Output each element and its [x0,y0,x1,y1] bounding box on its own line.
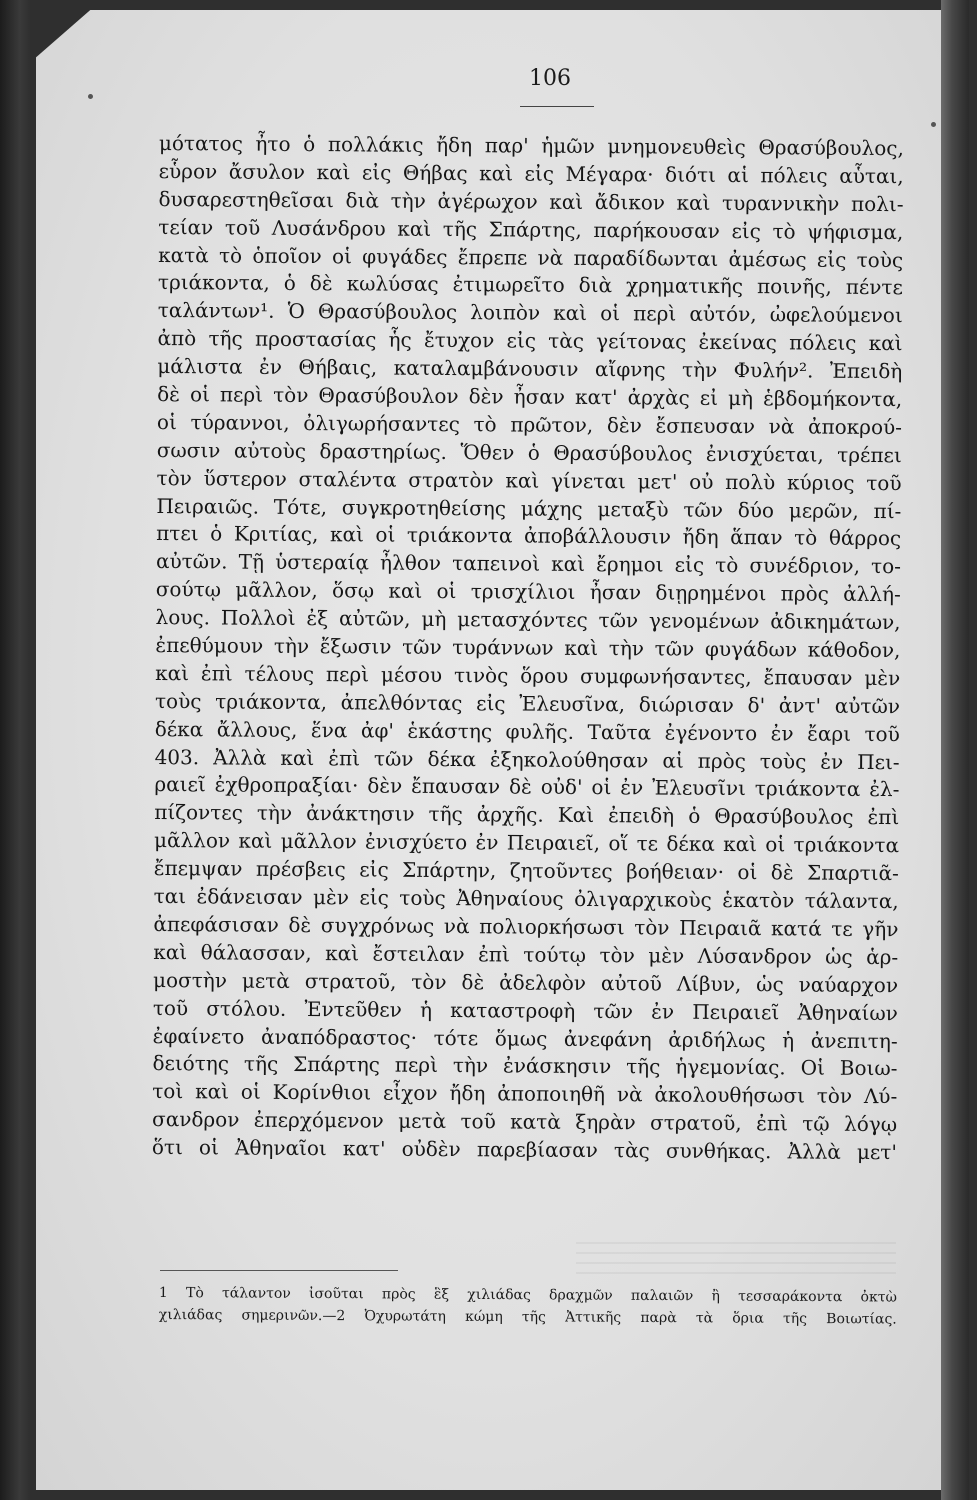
text-line: δειότης τῆς Σπάρτης περὶ τὴν ἐνάσκησιν τῆς ἡγεμονίας. Οἱ Βοιω- [152,1051,898,1081]
body-text [152,130,904,1167]
text-line: ραιεῖ ἐχθροπραξίαι· δὲν ἔπαυσαν δὲ οὐδ' οἱ ἐν Ἐλευσῖνι τριάκοντα ἐλ- [154,772,900,802]
page-number: 106 [529,66,571,91]
text-line: δέκα ἄλλους, ἕνα ἀφ' ἑκάστης φυλῆς. Ταῦτα ἐγένοντο ἐν ἔαρι τοῦ [154,716,900,746]
text-line: ται ἐδάνεισαν μὲν εἰς τοὺς Ἀθηναίους ὀλιγαρχικοὺς ἑκατὸν τάλαντα, [153,884,899,914]
text-line: καὶ θάλασσαν, καὶ ἔστειλαν ἐπὶ τούτῳ τὸν μὲν Λύσανδρον ὡς ἁρ- [153,939,899,970]
text-line: οἱ τύραννοι, ὀλιγωρήσαντες τὸ πρῶτον, δὲν ἔσπευσαν νὰ ἀποκρού- [156,409,903,440]
text-line: ἀπεφάσισαν δὲ συγχρόνως νὰ πολιορκήσωσι τὸν Πειραιᾶ κατά τε γῆν [153,911,899,942]
text-line: δυσαρεστηθεῖσαι διὰ τὴν ἀγέρωχον καὶ ἄδικον καὶ τυραννικὴν πολι- [158,186,904,216]
text-line: τοῦ στόλου. Ἐντεῦθεν ἡ καταστροφὴ τῶν ἐν Πειραιεῖ Ἀθηναίων [152,995,898,1025]
text-line: σανδρον ἐπερχόμενον μετὰ τοῦ κατὰ ξηρὰν στρατοῦ, ἐπὶ τῷ λόγῳ [152,1107,898,1137]
text-line: μᾶλλον καὶ μᾶλλον ἐνισχύετο ἐν Πειραιεῖ, οἵ τε δέκα καὶ οἱ τριάκοντα [153,828,900,858]
page-number-rule [520,106,594,107]
text-line: αὐτῶν. Τῇ ὑστεραίᾳ ἦλθον ταπεινοὶ καὶ ἔρημοι εἰς τὸ συνέδριον, το- [155,549,902,579]
footnote-line: χιλιάδας σημερινῶν.—2 Ὀχυρωτάτη κώμη τῆς Ἀττικῆς παρὰ τὰ ὅρια τῆς Βοιωτίας. [158,1306,897,1328]
text-line: μάλιστα ἐν Θήβαις, καταλαμβάνουσιν αἴφνης τὴν Φυλήν². Ἐπειδὴ [157,354,903,384]
bleed-through-text [576,1242,896,1282]
text-line: μότατος ἦτο ὁ πολλάκις ἤδη παρ' ἡμῶν μνημονευθεὶς Θρασύβουλος, [158,130,904,161]
text-line: κατὰ τὸ ὁποῖον οἱ φυγάδες ἔπρεπε νὰ παραδίδωνται ἀμέσως εἰς τοὺς [158,242,904,272]
text-line: πίζοντες τὴν ἀνάκτησιν τῆς ἀρχῆς. Καὶ ἐπειδὴ ὁ Θρασύβουλος ἐπὶ [154,800,900,830]
scan-speck [88,94,93,99]
footnote-rule [160,1270,398,1271]
text-line: τοὺς τριάκοντα, ἀπελθόντας εἰς Ἐλευσῖνα, διώρισαν δ' ἀντ' αὐτῶν [154,688,901,718]
text-line: σωσιν αὐτοὺς δραστηρίως. Ὅθεν ὁ Θρασύβουλος ἐνισχύεται, τρέπει [156,437,902,467]
footnotes [159,1282,897,1331]
text-line: ἐπεθύμουν τὴν ἔξωσιν τῶν τυράννων καὶ τὴν τῶν φυγάδων κάθοδον, [155,633,901,663]
text-line: καὶ ἐπὶ τέλους περὶ μέσου τινὸς ὅρου συμφωνήσαντες, ἔπαυσαν μὲν [155,660,901,691]
text-line: τὸν ὕστερον σταλέντα στρατὸν καὶ γίνεται μετ' οὐ πολὺ κύριος τοῦ [156,465,902,495]
text-line: πτει ὁ Κριτίας, καὶ οἱ τριάκοντα ἀποβάλλουσιν ἤδη ἅπαν τὸ θάρρος [156,521,902,551]
text-line: μοστὴν μετὰ στρατοῦ, τὸν δὲ ἀδελφὸν αὐτοῦ Λίβυν, ὡς ναύαρχον [152,967,899,997]
footnote-line: 1 Τὸ τάλαντον ἰσοῦται πρὸς ἓξ χιλιάδας δραχμῶν παλαιῶν ἢ τεσσαράκοντα ὀκτὼ [158,1285,897,1306]
text-line: ἐφαίνετο ἀναπόδραστος· τότε ὅμως ἀνεφάνη ἀριδήλως ἡ ἀνεπιτη- [152,1023,898,1053]
text-line: τοὶ καὶ οἱ Κορίνθιοι εἶχον ἤδη ἀποποιηθῆ νὰ ἀκολουθήσωσι τὸν Λύ- [152,1079,898,1109]
text-line: εὗρον ἄσυλον καὶ εἰς Θήβας καὶ εἰς Μέγαρα· διότι αἱ πόλεις αὗται, [158,158,904,189]
text-line: τείαν τοῦ Λυσάνδρου καὶ τῆς Σπάρτης, παρήκουσαν εἰς τὸ ψήφισμα, [158,214,904,244]
text-line: ἀπὸ τῆς προστασίας ἧς ἔτυχον εἰς τὰς γείτονας ἐκείνας πόλεις καὶ [157,326,903,356]
text-line: 403. Ἀλλὰ καὶ ἐπὶ τῶν δέκα ἐξηκολούθησαν αἱ πρὸς τοὺς ἐν Πει- [154,744,900,774]
text-line: τριάκοντα, ὁ δὲ κωλύσας ἐτιμωρεῖτο διὰ χρηματικῆς ποινῆς, πέντε [157,270,904,300]
text-line: σούτῳ μᾶλλον, ὅσῳ καὶ οἱ τρισχίλιοι ἦσαν διῃρημένοι πρὸς ἀλλή- [155,577,901,607]
text-line: ἔπεμψαν πρέσβεις εἰς Σπάρτην, ζητοῦντες βοήθειαν· οἱ δὲ Σπαρτιᾶ- [153,856,899,886]
scan-speck [931,122,936,127]
text-line: δὲ οἱ περὶ τὸν Θρασύβουλον δὲν ἦσαν κατ' ἀρχὰς εἰ μὴ ἑβδομήκοντα, [157,382,903,412]
text-line: ταλάντων¹. Ὁ Θρασύβουλος λοιπὸν καὶ οἱ περὶ αὐτόν, ὠφελούμενοι [157,298,903,328]
text-line: λους. Πολλοὶ ἐξ αὐτῶν, μὴ μετασχόντες τῶν γενομένων ἀδικημάτων, [155,605,901,635]
text-line: Πειραιῶς. Τότε, συγκροτηθείσης μάχης μεταξὺ τῶν δύο μερῶν, πί- [156,493,902,523]
page-edge-shadow [941,0,969,1500]
text-line: ὅτι οἱ Ἀθηναῖοι κατ' οὐδὲν παρεβίασαν τὰς συνθήκας. Ἀλλὰ μετ' [151,1135,897,1165]
